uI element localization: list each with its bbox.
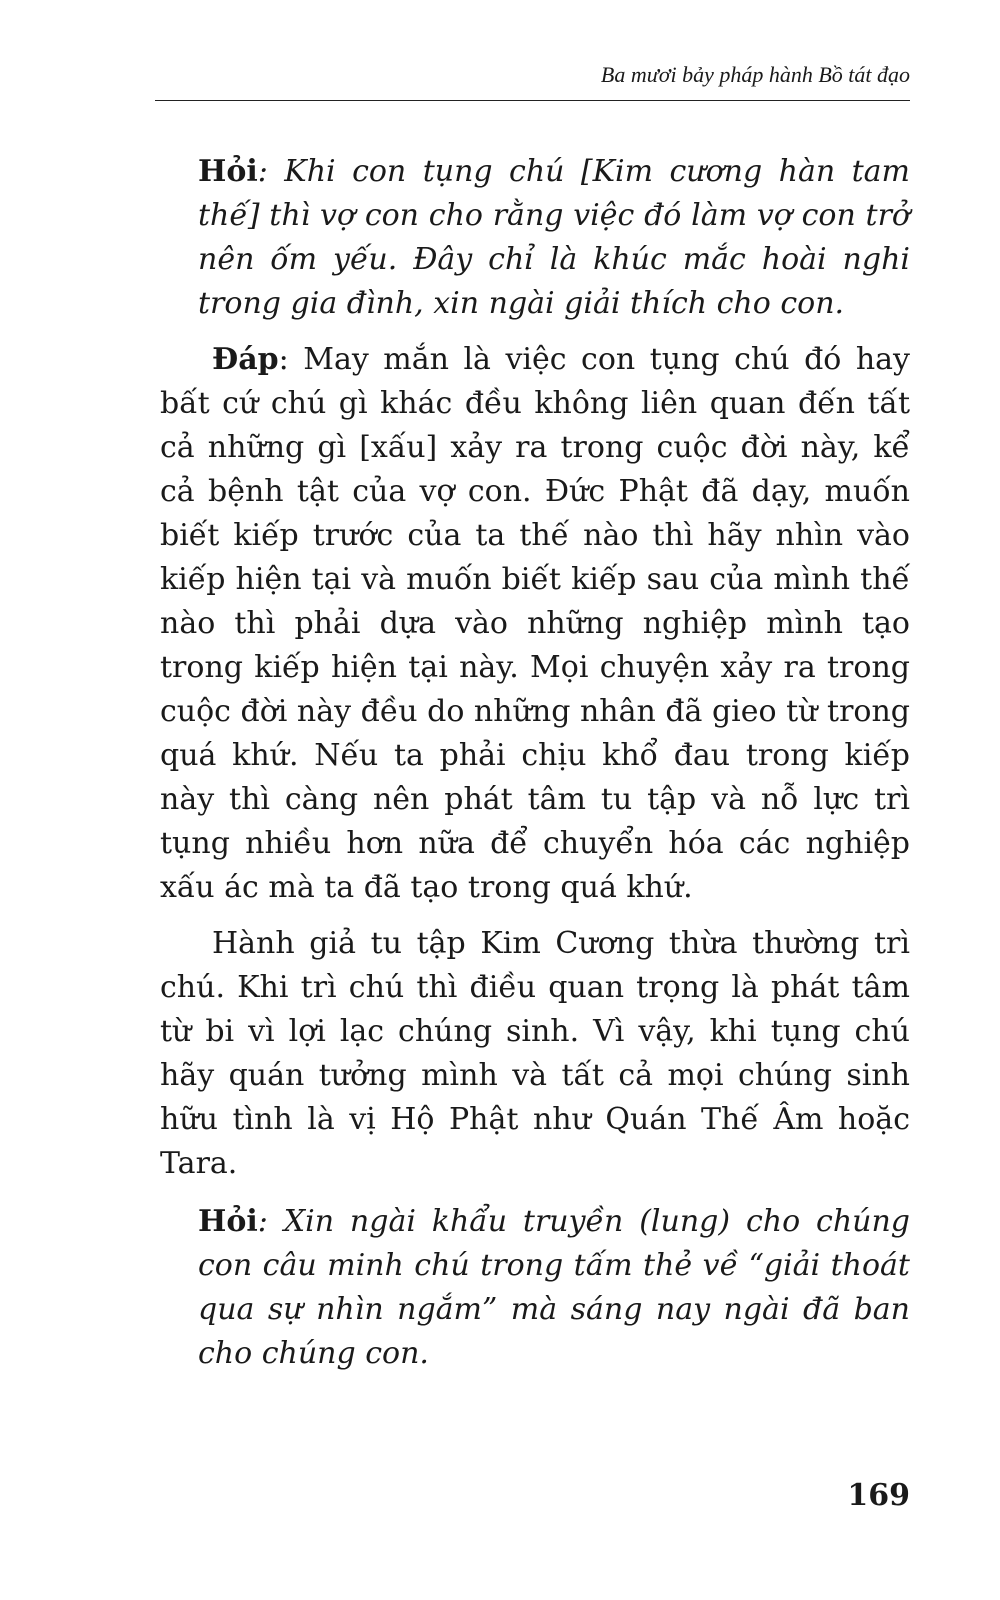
paragraph-2: Hành giả tu tập Kim Cương thừa thường trì chú. Khi trì chú thì điều quan trọng là phát tâm từ bi vì lợi lạc chúng sinh. Vì vậy, khi tụng chú hãy quán tưởng mình và tất cả mọi chúng sinh hữu tình là vị Hộ Phật như Quán Thế Âm hoặc Tara. [160, 926, 910, 1181]
page-body [160, 150, 910, 1388]
page-number: 169 [847, 1478, 910, 1513]
answer-1 [160, 338, 910, 910]
question-2 [198, 1200, 910, 1376]
question-text: : Khi con tụng chú [Kim cương hàn tam thế] thì vợ con cho rằng việc đó làm vợ con trở nên ốm yếu. Đây chỉ là khúc mắc hoài nghi trong gia đình, xin ngài giải thích cho con. [198, 154, 910, 321]
question-1 [198, 150, 910, 326]
running-header: Ba mươi bảy pháp hành Bồ tát đạo [155, 62, 910, 101]
question-text: : Xin ngài khẩu truyền (lung) cho chúng con câu minh chú trong tấm thẻ về “giải thoát qua sự nhìn ngắm” mà sáng nay ngài đã ban cho chúng con. [198, 1204, 910, 1371]
answer-text: : May mắn là việc con tụng chú đó hay bất cứ chú gì khác đều không liên quan đến tất cả những gì [xấu] xảy ra trong cuộc đời này, kể cả bệnh tật của vợ con. Đức Phật đã dạy, muốn biết kiếp trước của ta thế nào thì hãy nhìn vào kiếp hiện tại và muốn biết kiếp sau của mình thế nào thì phải dựa vào những nghiệp mình tạo trong kiếp hiện tại này. Mọi chuyện xảy ra trong cuộc đời này đều do những nhân đã gieo từ trong quá khứ. Nếu ta phải chịu khổ đau trong kiếp này thì càng nên phát tâm tu tập và nỗ lực trì tụng nhiều hơn nữa để chuyển hóa các nghiệp xấu ác mà ta đã tạo trong quá khứ. [160, 342, 911, 905]
question-label: Hỏi [198, 154, 258, 189]
question-label: Hỏi [198, 1204, 258, 1239]
answer-label: Đáp [212, 342, 279, 377]
